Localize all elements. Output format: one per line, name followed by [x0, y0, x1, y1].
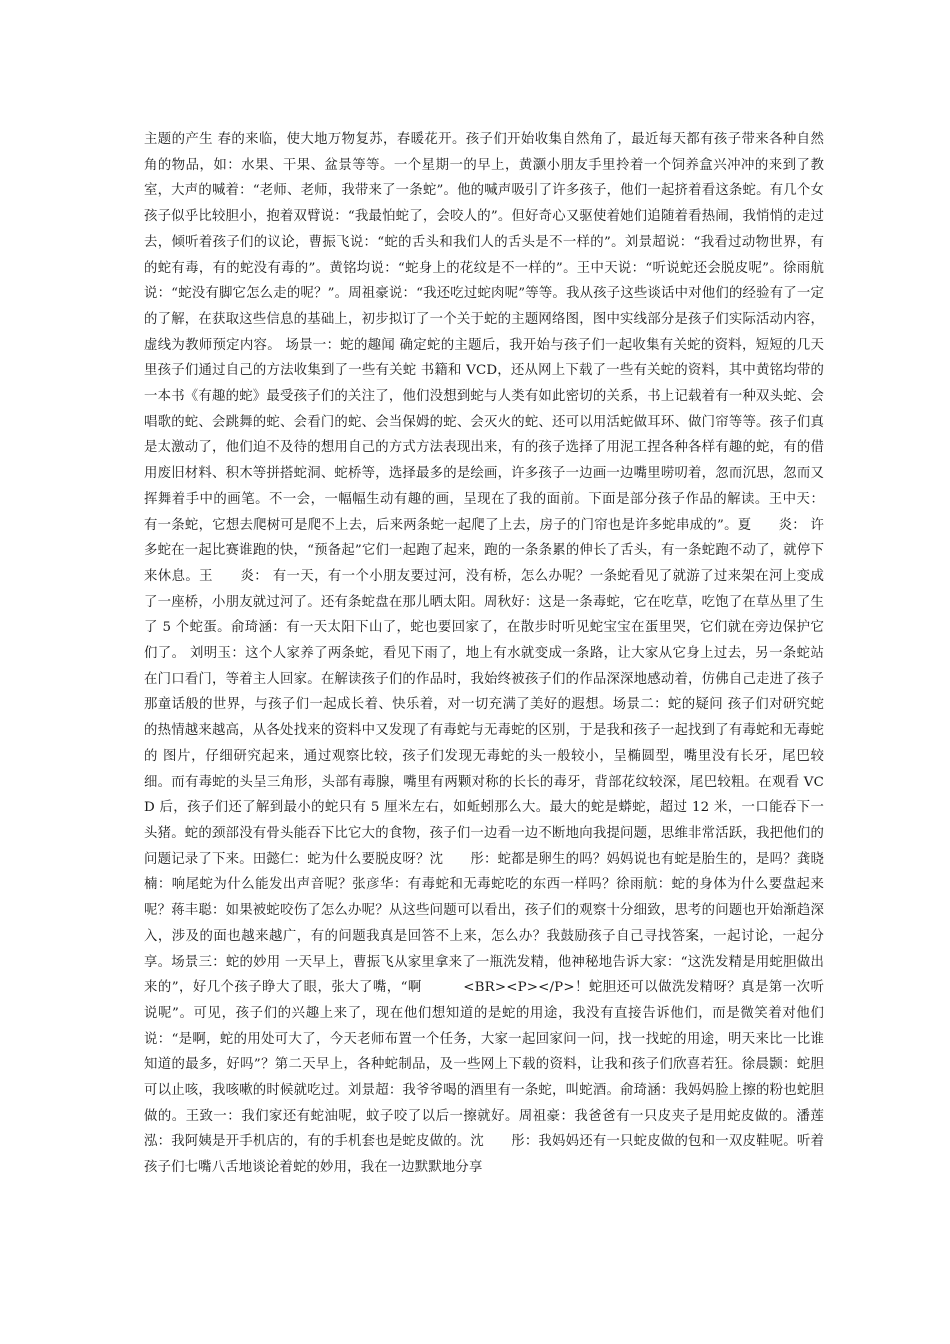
body-paragraph: 主题的产生 春的来临，使大地万物复苏，春暖花开。孩子们开始收集自然角了，最近每天都有孩子带来各种自然角的物品，如：水果、干果、盆景等等。一个星期一的早上，黄灏小朋友手里拎着一个饲养盒兴冲冲的来到了教室，大声的喊着：“老师、老师，我带来了一条蛇”。他的喊声吸引了许多孩子，他们一起挤着看这条蛇。有几个女孩子似乎比较胆小，抱着双臂说：“我最怕蛇了，会咬人的”。但好奇心又驱使着她们追随着看热闹，我悄悄的走过去，倾听着孩子们的议论，曹振飞说：“蛇的舌头和我们人的舌头是不一样的”。刘景超说：“我看过动物世界，有的蛇有毒，有的蛇没有毒的”。黄铭均说：“蛇身上的花纹是不一样的”。王中天说：“听说蛇还会脱皮呢”。徐雨航说：“蛇没有脚它怎么走的呢？”。周祖豪说：“我还吃过蛇肉呢”等等。我从孩子这些谈话中对他们的经验有了一定的了解，在获取这些信息的基础上，初步拟订了一个关于蛇的主题网络图，图中实线部分是孩子们实际活动内容，虚线为教师预定内容。 场景一：蛇的趣闻 确定蛇的主题后，我开始与孩子们一起收集有关蛇的资料，短短的几天里孩子们通过自己的方法收集到了一些有关蛇 书籍和 VCD，还从网上下载了一些有关蛇的资料，其中黄铭均带的一本书《有趣的蛇》最受孩子们的关注了，他们没想到蛇与人类有如此密切的关系，书上记载着有一种双头蛇、会唱歌的蛇、会跳舞的蛇、会看门的蛇、会当保姆的蛇、会灭火的蛇、还可以用活蛇做耳环、做门帘等等。孩子们真是太激动了，他们迫不及待的想用自己的方式方法表现出来，有的孩子选择了用泥工捏各种各样有趣的蛇，有的借用废旧材料、积木等拼搭蛇洞、蛇桥等，选择最多的是绘画，许多孩子一边画一边嘴里唠叨着，忽而沉思，忽而又挥舞着手中的画笔。不一会，一幅幅生动有趣的画，呈现在了我的面前。下面是部分孩子作品的解读。王中天： 有一条蛇，它想去爬树可是爬不上去，后来两条蛇一起爬了上去，房子的门帘也是许多蛇串成的”。夏 炎： 许多蛇在一起比赛谁跑的快，“预备起”它们一起跑了起来，跑的一条条累的伸长了舌头，有一条蛇跑不动了，就停下来休息。王 炎： 有一天，有一个小朋友要过河，没有桥，怎么办呢？一条蛇看见了就游了过来架在河上变成了一座桥，小朋友就过河了。还有条蛇盘在那儿晒太阳。周秋好：这是一条毒蛇，它在吃草，吃饱了在草丛里了生了 5 个蛇蛋。俞琦涵：有一天太阳下山了，蛇也要回家了，在散步时听见蛇宝宝在蛋里哭，它们就在旁边保护它们了。 刘明玉：这个人家养了两条蛇，看见下雨了，地上有水就变成一条路，让大家从它身上过去，另一条蛇站在门口看门，等着主人回家。在解读孩子们的作品时，我始终被孩子们的作品深深地感动着，仿佛自己走进了孩子那童话般的世界，与孩子们一起成长着、快乐着，对一切充满了美好的遐想。场景二：蛇的疑问 孩子们对研究蛇的热情越来越高，从各处找来的资料中又发现了有毒蛇与无毒蛇的区别，于是我和孩子一起找到了有毒蛇和无毒蛇的 图片，仔细研究起来，通过观察比较，孩子们发现无毒蛇的头一般较小，呈椭圆型，嘴里没有长牙，尾巴较细。而有毒蛇的头呈三角形，头部有毒腺，嘴里有两颗对称的长长的毒牙，背部花纹较深，尾巴较粗。在观看 VCD 后，孩子们还了解到最小的蛇只有 5 厘米左右，如蚯蚓那么大。最大的蛇是蟒蛇，超过 12 米，一口能吞下一头猪。蛇的颈部没有骨头能吞下比它大的食物，孩子们一边看一边不断地向我提问题，思维非常活跃，我把他们的问题记录了下来。田懿仁：蛇为什么要脱皮呀？沈 彤：蛇都是卵生的吗？妈妈说也有蛇是胎生的，是吗？龚晓楠：响尾蛇为什么能发出声音呢？张彦华：有毒蛇和无毒蛇吃的东西一样吗？徐雨航：蛇的身体为什么要盘起来呢？蒋丰聪：如果被蛇咬伤了怎么办呢？从这些问题可以看出，孩子们的观察十分细致，思考的问题也开始渐趋深入，涉及的面也越来越广，有的问题我真是回答不上来，怎么办？我鼓励孩子自己寻找答案，一起讨论，一起分享。场景三：蛇的妙用 一天早上，曹振飞从家里拿来了一瓶洗发精，他神秘地告诉大家：“这洗发精是用蛇胆做出来的”，好几个孩子睁大了眼，张大了嘴，“啊 <BR><P></P>！蛇胆还可以做洗发精呀？真是第一次听说呢”。可见，孩子们的兴趣上来了，现在他们想知道的是蛇的用途，我没有直接告诉他们，而是微笑着对他们说：“是啊，蛇的用处可大了，今天老师布置一个任务，大家一起回家问一问，找一找蛇的用途，明天来比一比谁知道的最多，好吗”？第二天早上，各种蛇制品，及一些网上下载的资料，让我和孩子们欣喜若狂。徐晨颢：蛇胆可以止咳，我咳嗽的时候就吃过。刘景超：我爷爷喝的酒里有一条蛇，叫蛇酒。俞琦涵：我妈妈脸上擦的粉也蛇胆做的。王致一：我们家还有蛇油呢，蚊子咬了以后一擦就好。周祖豪：我爸爸有一只皮夹子是用蛇皮做的。潘莲泓：我阿姨是开手机店的，有的手机套也是蛇皮做的。沈 彤：我妈妈还有一只蛇皮做的包和一双皮鞋呢。听着孩子们七嘴八舌地谈论着蛇的妙用，我在一边默默地分享: [144, 132, 824, 1176]
